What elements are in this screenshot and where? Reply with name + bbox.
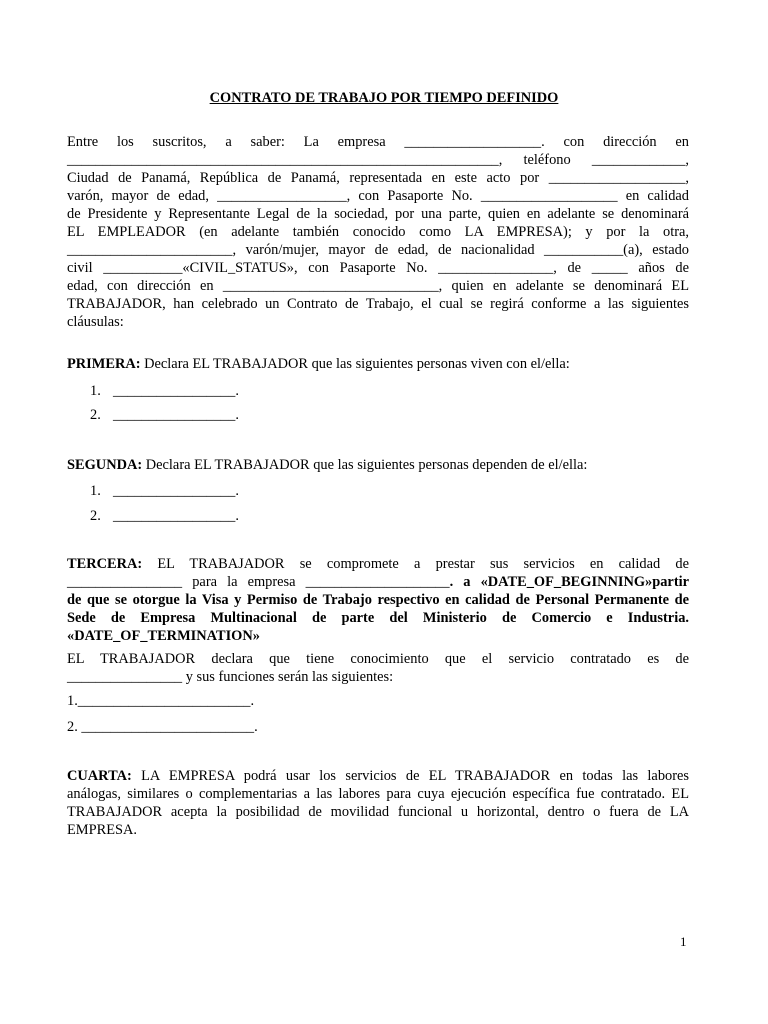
intro-line-10: TRABAJADOR, han celebrado un Contrato de Trabajo, el cual se regirá conforme a las siguientes: [67, 296, 689, 312]
clause-tercera-line-7: ________________ y sus funciones serán las siguientes:: [67, 669, 394, 685]
intro-line-7: _______________________, varón/mujer, mayor de edad, de nacionalidad ___________(a), estado: [67, 242, 689, 258]
clause-cuarta-line-3: TRABAJADOR acepta la posibilidad de movilidad funcional u horizontal, dentro o fuera de LA: [67, 804, 689, 820]
intro-line-9: edad, con dirección en ______________________________, quien en adelante se denominará EL: [67, 278, 689, 294]
list-item-blank: _________________.: [113, 483, 239, 499]
clause-tercera-line-3: de que se otorgue la Visa y Permiso de Trabajo respectivo en calidad de Personal Permanente de: [67, 592, 689, 608]
intro-line-2: ____________________________________________________________, teléfono _____________,: [67, 152, 689, 168]
list-item-blank: _________________.: [113, 383, 239, 399]
list-item-number: 1.: [90, 483, 101, 499]
intro-line-3: Ciudad de Panamá, República de Panamá, representada en este acto por ___________________,: [67, 170, 689, 186]
clause-segunda-text: Declara EL TRABAJADOR que las siguientes personas dependen de el/ella:: [142, 457, 588, 473]
list-item: [90, 406, 239, 424]
clause-tercera-item-2: 2. ________________________.: [67, 719, 258, 735]
intro-line-4: varón, mayor de edad, __________________, con Pasaporte No. ___________________ en calidad: [67, 188, 689, 204]
intro-line-6: EL EMPLEADOR (en adelante también conocido como LA EMPRESA); y por la otra,: [67, 224, 689, 240]
clause-tercera-text: EL TRABAJADOR se compromete a prestar sus servicios en calidad de: [142, 556, 689, 572]
clause-tercera-line-2-text: ________________ para la empresa ____________________: [67, 574, 450, 590]
intro-line-11: cláusulas:: [67, 314, 124, 330]
list-item-number: 2.: [90, 508, 101, 524]
clause-segunda: [67, 456, 689, 474]
list-item-number: 2.: [90, 407, 101, 423]
clause-primera-label: PRIMERA:: [67, 356, 141, 372]
intro-line-5: de Presidente y Representante Legal de la sociedad, por una parte, quien en adelante se denominará: [67, 206, 689, 222]
clause-primera: [67, 355, 689, 373]
list-item: [90, 507, 239, 525]
clause-cuarta-line-1: [67, 767, 689, 785]
list-item-blank: _________________.: [113, 508, 239, 524]
clause-cuarta-text: LA EMPRESA podrá usar los servicios de EL TRABAJADOR en todas las labores: [131, 768, 689, 784]
list-item-number: 1.: [90, 383, 101, 399]
clause-tercera-date-beginning: . a «DATE_OF_BEGINNING»partir: [449, 574, 689, 590]
intro-line-8: civil ___________«CIVIL_STATUS», con Pasaporte No. ________________, de _____ años de: [67, 260, 689, 276]
clause-cuarta-line-4: EMPRESA.: [67, 822, 137, 838]
clause-cuarta-label: CUARTA:: [67, 768, 132, 784]
clause-cuarta-line-2: análogas, similares o complementarias a las labores para cuya ejecución específica fue contratado. EL: [67, 786, 689, 802]
clause-tercera-line-6: EL TRABAJADOR declara que tiene conocimiento que el servicio contratado es de: [67, 651, 689, 667]
intro-line-1: Entre los suscritos, a saber: La empresa ___________________. con dirección en: [67, 134, 689, 150]
clause-tercera-date-termination: «DATE_OF_TERMINATION»: [67, 628, 260, 644]
clause-tercera-item-1: 1.________________________.: [67, 693, 255, 709]
clause-tercera-line-1: [67, 555, 689, 573]
list-item-blank: _________________.: [113, 407, 239, 423]
clause-segunda-label: SEGUNDA:: [67, 457, 143, 473]
page-number: 1: [680, 934, 687, 949]
clause-tercera-line-4: Sede de Empresa Multinacional de parte del Ministerio de Comercio e Industria.: [67, 610, 689, 626]
document-title: CONTRATO DE TRABAJO POR TIEMPO DEFINIDO: [209, 90, 559, 106]
clause-tercera-line-2: [67, 573, 689, 591]
clause-tercera-label: TERCERA:: [67, 556, 143, 572]
list-item: [90, 382, 239, 400]
clause-primera-text: Declara EL TRABAJADOR que las siguientes personas viven con el/ella:: [140, 356, 570, 372]
list-item: [90, 482, 239, 500]
